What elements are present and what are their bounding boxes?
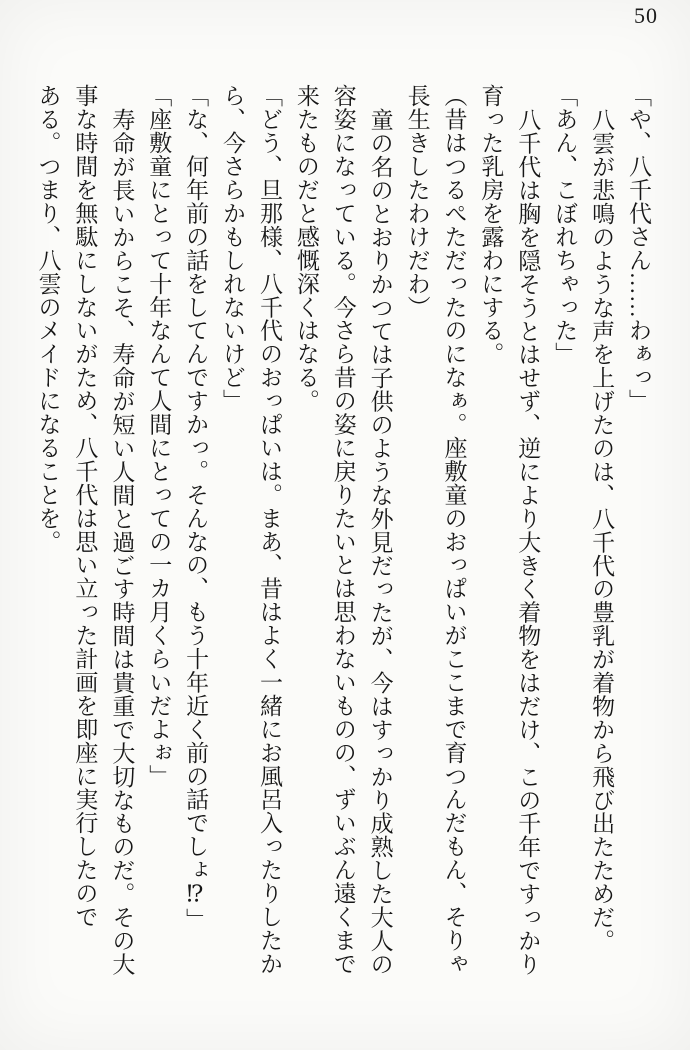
text-line: 長生きしたわけだわ） xyxy=(404,84,430,319)
text-line: 八雲が悲鳴のような声を上げたのは、八千代の豊乳が着物から飛び出たためだ。 xyxy=(589,107,615,952)
text-line: 八千代は胸を隠そうとはせず、逆により大きく着物をはだけ、この千年ですっかり xyxy=(515,107,541,976)
text-line: 「な、何年前の話をしてんですかっ。そんなの、もう十年近く前の話でしょ⁉」 xyxy=(183,84,209,932)
text-line: 「あん、こぼれちゃった」 xyxy=(552,84,578,366)
text-line: 「どう、旦那様、八千代のおっぱいは。まあ、昔はよく一緒にお風呂入ったりしたか xyxy=(256,84,282,976)
text-line: 育った乳房を露わにする。 xyxy=(478,84,504,366)
text-line: 来たものだと感慨深くはなる。 xyxy=(293,84,319,413)
text-line: （昔はつるぺただったのになぁ。座敷童のおっぱいがここまで育つんだもん、そりゃ xyxy=(441,84,467,976)
text-line: 「座敷童にとって十年なんて人間にとっての一カ月くらいだよぉ」 xyxy=(146,84,172,788)
text-line: ら、今さらかもしれないけど」 xyxy=(220,84,246,413)
page-number: 50 xyxy=(634,3,658,28)
text-line: 童の名のとおりかつては子供のような外見だったが、今はすっかり成熟した大人の xyxy=(367,107,393,976)
text-line: 容姿になっている。今さら昔の姿に戻りたいとは思わないものの、ずいぶん遠くまで xyxy=(330,84,356,976)
text-line: 寿命が長いからこそ、寿命が短い人間と過ごす時間は貴重で大切なものだ。その大 xyxy=(109,107,135,976)
text-block xyxy=(29,84,656,1036)
text-line: 「や、八千代さん……わぁっ」 xyxy=(626,84,651,413)
text-line: 事な時間を無駄にしないがため、八千代は思い立った計画を即座に実行したので xyxy=(72,84,98,929)
text-line: ある。つまり、八雲のメイドになることを。 xyxy=(35,84,61,553)
